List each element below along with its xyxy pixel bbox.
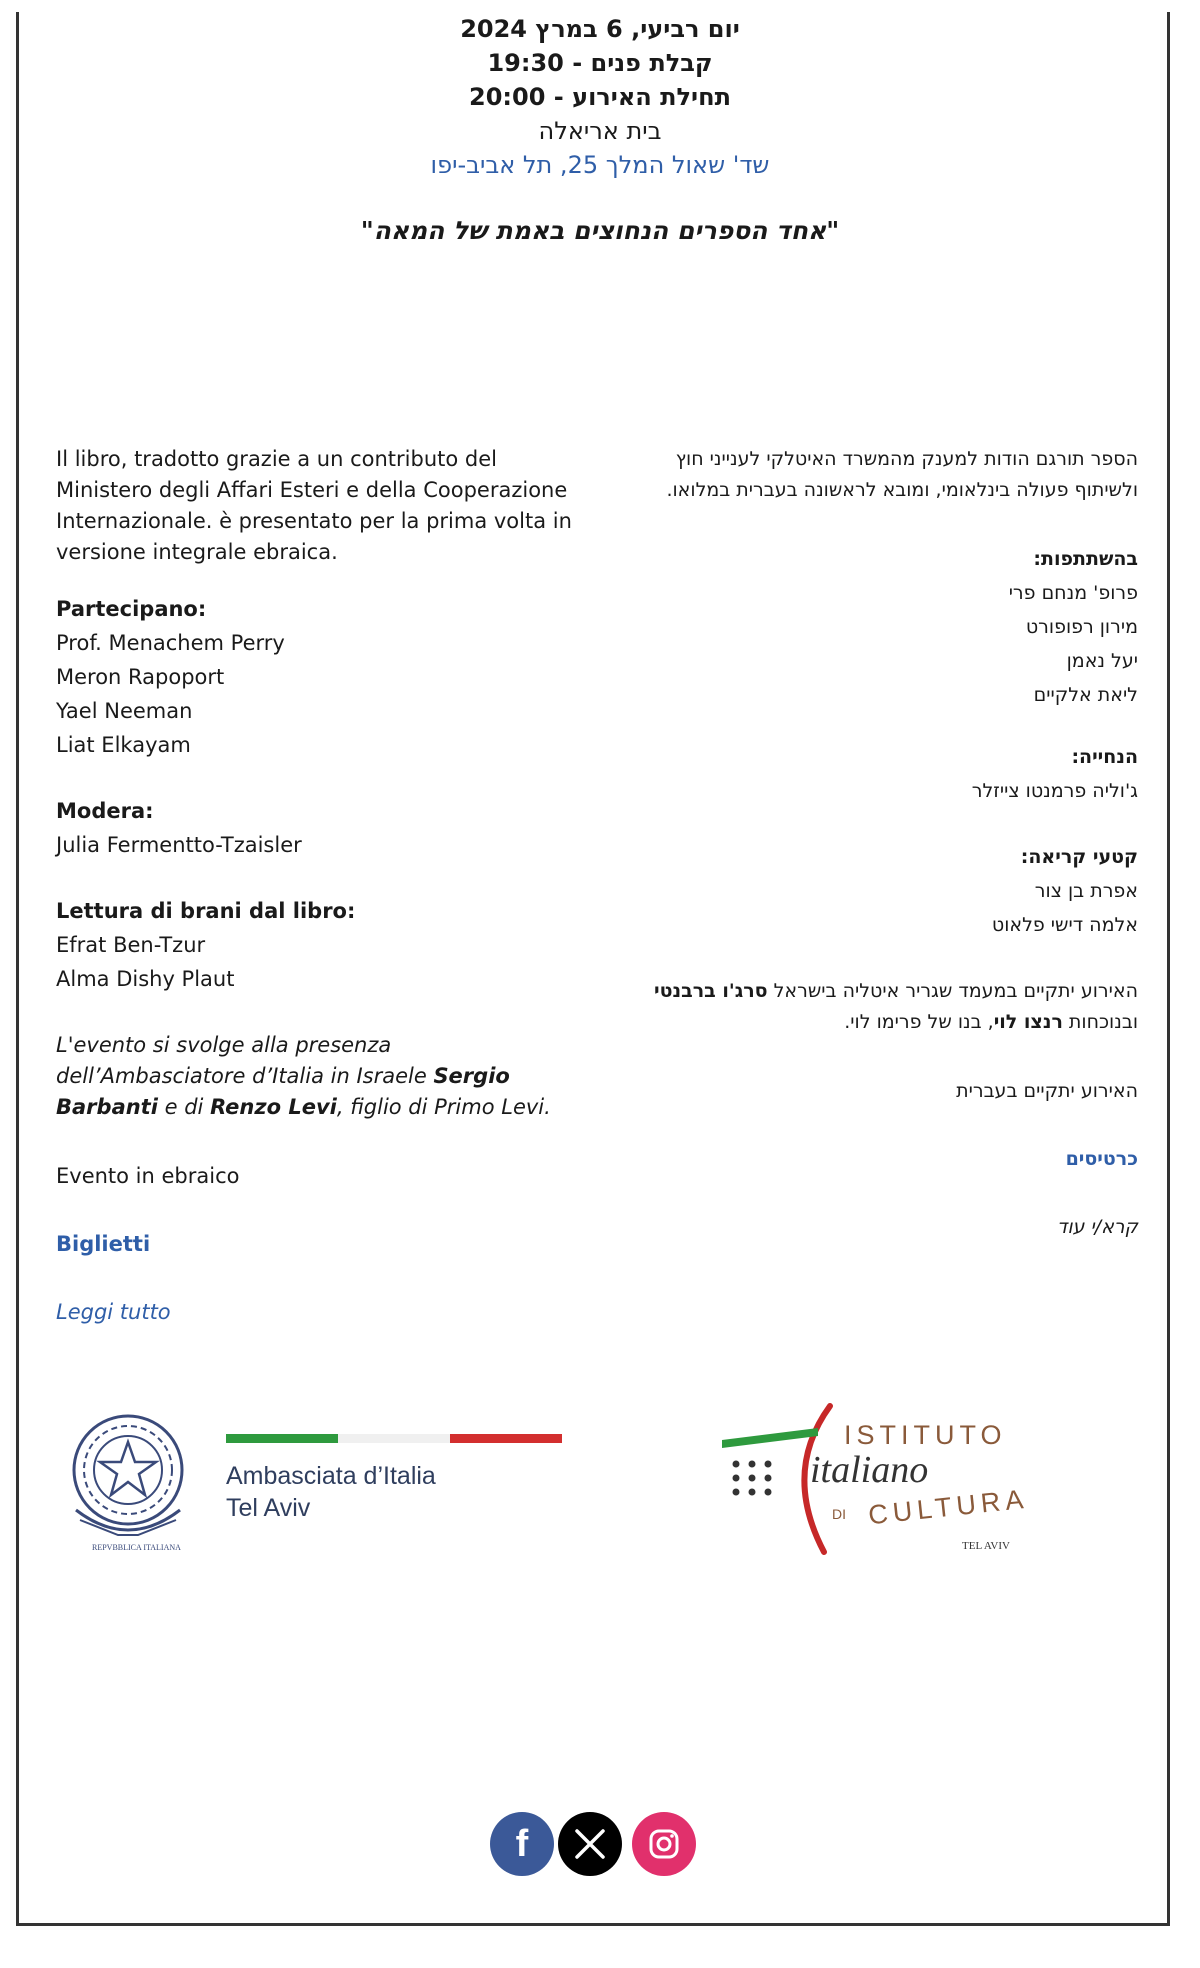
event-date: יום רביעי, 6 במרץ 2024: [460, 15, 740, 43]
presence-text: e di: [157, 1095, 211, 1119]
embassy-logo: [58, 1400, 578, 1560]
tickets-link-he[interactable]: כרטיסים: [1065, 1148, 1138, 1170]
tickets-link-it[interactable]: Biglietti: [56, 1232, 151, 1256]
venue-name: בית אריאלה: [538, 117, 662, 145]
presence-text: האירוע יתקיים במעמד שגריר איטליה בישראל: [767, 980, 1138, 1002]
ambassador-name: Sergio Barbanti: [56, 1064, 510, 1119]
moderator-heading-it: Modera:: [56, 799, 154, 823]
participant-it: Liat Elkayam: [56, 733, 191, 757]
event-start-time: תחילת האירוע - 20:00: [469, 83, 731, 111]
x-icon[interactable]: [558, 1812, 622, 1876]
italian-intro: Il libro, tradotto grazie a un contributo del Ministero degli Affari Esteri e della Cooperazione Internazionale. è presentato per la prima volta in versione integrale ebraica.: [56, 447, 572, 564]
ambassador-name: סרג'ו ברבנטי: [654, 980, 768, 1002]
institute-city-text: TEL AVIV: [962, 1540, 1010, 1552]
dot-grid: [733, 1461, 772, 1496]
institute-di-text: DI: [832, 1506, 846, 1522]
readings-heading-he: קטעי קריאה:: [1020, 846, 1138, 868]
reader-it: Efrat Ben-Tzur: [56, 933, 206, 957]
participants-heading-it: Partecipano:: [56, 597, 207, 621]
institute-logo: [722, 1392, 1042, 1572]
participants-heading-he: בהשתתפות:: [1033, 548, 1138, 570]
participant-he: יעל נאמן: [1066, 650, 1138, 672]
moderator-heading-he: הנחייה:: [1071, 746, 1138, 768]
reader-he: אפרת בן צור: [1034, 880, 1138, 902]
instagram-icon[interactable]: [632, 1812, 696, 1876]
guest-name: רנצו לוי: [993, 1011, 1063, 1033]
reception-time: קבלת פנים - 19:30: [487, 49, 713, 77]
institute-cultura-text: CULTURA: [866, 1483, 1030, 1531]
hebrew-column: [638, 444, 1138, 1244]
institute-mid-text: italiano: [810, 1449, 929, 1491]
presence-text: , figlio di Primo Levi.: [336, 1095, 551, 1119]
language-note-it: Evento in ebraico: [56, 1164, 240, 1188]
language-note-he: האירוע יתקיים בעברית: [956, 1080, 1138, 1102]
italian-column: [56, 444, 576, 1329]
participant-he: פרופ' מנחם פרי: [1008, 582, 1138, 604]
reader-it: Alma Dishy Plaut: [56, 967, 235, 991]
hebrew-intro: הספר תורגם הודות למענק מהמשרד האיטלקי לענייני חוץ ולשיתוף פעולה בינלאומי, ומובא לראשונה בעברית במלואו.: [666, 448, 1138, 501]
presence-text: , בנו של פרימו לוי.: [844, 1011, 994, 1033]
read-more-link-he[interactable]: קרא/י עוד: [1056, 1216, 1138, 1238]
event-header: [0, 12, 1200, 182]
participant-it: Prof. Menachem Perry: [56, 631, 285, 655]
participant-it: Meron Rapoport: [56, 665, 225, 689]
book-quote: "אחד הספרים הנחוצים באמת של המאה": [360, 216, 840, 245]
embassy-name: [226, 1460, 436, 1524]
readings-heading-it: Lettura di brani dal libro:: [56, 899, 356, 923]
seal-text: REPVBBLICA ITALIANA: [92, 1543, 181, 1552]
embassy-name-line: Ambasciata d’Italia: [226, 1462, 436, 1490]
venue-address-link[interactable]: שד' שאול המלך 25, תל אביב-יפו: [430, 151, 770, 179]
guest-name: Renzo Levi: [210, 1095, 337, 1119]
participant-he: מירון רפופורט: [1025, 616, 1138, 638]
presence-text: L'evento si svolge alla presenza dell’Ambasciatore d’Italia in Israele: [56, 1033, 434, 1088]
embassy-city-line: Tel Aviv: [226, 1494, 311, 1522]
instagram-glyph-icon: [647, 1827, 681, 1861]
moderator-it: Julia Fermentto-Tzaisler: [56, 833, 302, 857]
x-logo-icon: [573, 1827, 607, 1861]
presence-text: ובנוכחות: [1062, 1011, 1138, 1033]
presence-paragraph-it: [56, 1030, 576, 1123]
republic-emblem-icon: [58, 1400, 198, 1560]
presence-paragraph-he: [638, 976, 1138, 1038]
moderator-he: ג'וליה פרמנטו צייזלר: [971, 780, 1138, 802]
italian-flag-stripe: [226, 1432, 566, 1446]
facebook-icon[interactable]: f: [490, 1812, 554, 1876]
participant-he: ליאת אלקיים: [1033, 684, 1138, 706]
reader-he: אלמה דישי פלאוט: [991, 914, 1138, 936]
institute-top-text: ISTITUTO: [844, 1420, 1007, 1450]
read-more-link-it[interactable]: Leggi tutto: [56, 1300, 171, 1324]
participant-it: Yael Neeman: [56, 699, 193, 723]
